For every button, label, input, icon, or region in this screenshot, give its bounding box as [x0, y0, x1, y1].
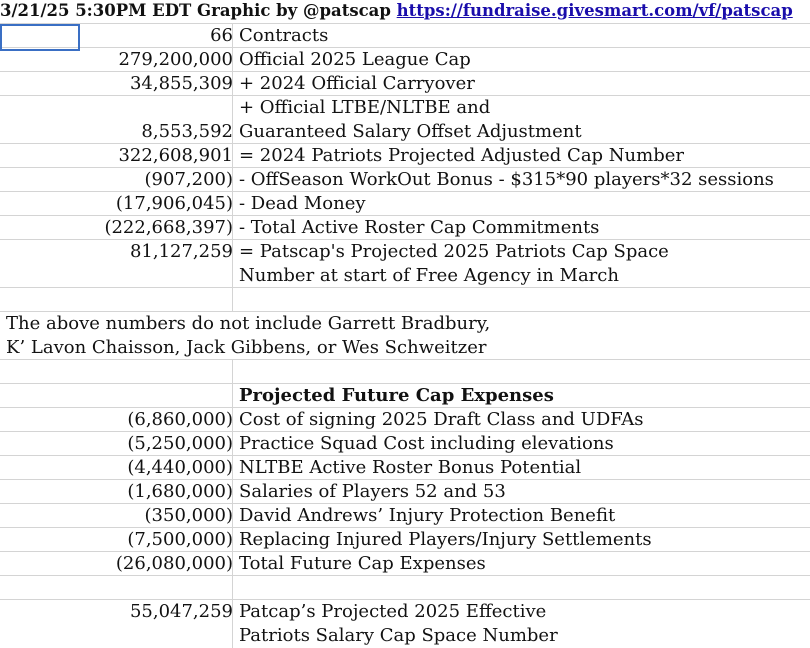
- workout-bonus-label[interactable]: - OffSeason WorkOut Bonus - $315*90 players*32 sessions: [239, 169, 774, 190]
- row-contracts: [0, 24, 810, 48]
- row-future-item: [0, 528, 810, 552]
- active-roster-value[interactable]: (222,668,397): [104, 217, 233, 238]
- dead-money-label[interactable]: - Dead Money: [239, 193, 366, 214]
- row-note-2: [0, 336, 810, 360]
- dead-money-value[interactable]: (17,906,045): [115, 193, 233, 214]
- contracts-count[interactable]: 66: [210, 25, 233, 46]
- row-cap-space-1: [0, 240, 810, 264]
- selected-cell[interactable]: [0, 24, 80, 51]
- contracts-label[interactable]: Contracts: [239, 25, 329, 46]
- effective-label-1[interactable]: Patcap’s Projected 2025 Effective: [239, 601, 547, 622]
- row-carryover: [0, 72, 810, 96]
- row-future-item: [0, 480, 810, 504]
- ltbe-label-1[interactable]: + Official LTBE/NLTBE and: [239, 97, 491, 118]
- effective-label-2[interactable]: Patriots Salary Cap Space Number: [239, 625, 558, 646]
- row-dead-money: [0, 192, 810, 216]
- players-52-53-label[interactable]: Salaries of Players 52 and 53: [239, 481, 506, 502]
- ltbe-value[interactable]: 8,553,592: [141, 121, 233, 142]
- players-52-53-value[interactable]: (1,680,000): [127, 481, 233, 502]
- ltbe-label-2[interactable]: Guaranteed Salary Offset Adjustment: [239, 121, 582, 142]
- row-active-roster: [0, 216, 810, 240]
- row-effective-1: [0, 600, 810, 624]
- cap-space-label-2[interactable]: Number at start of Free Agency in March: [239, 265, 619, 286]
- carryover-value[interactable]: 34,855,309: [129, 73, 233, 94]
- practice-squad-value[interactable]: (5,250,000): [127, 433, 233, 454]
- future-expenses-heading[interactable]: Projected Future Cap Expenses: [239, 385, 554, 406]
- injury-protection-value[interactable]: (350,000): [144, 505, 233, 526]
- draft-class-label[interactable]: Cost of signing 2025 Draft Class and UDFAs: [239, 409, 644, 430]
- header-row: [0, 0, 810, 24]
- row-cap-space-2: [0, 264, 810, 288]
- practice-squad-label[interactable]: Practice Squad Cost including elevations: [239, 433, 614, 454]
- adjusted-cap-value[interactable]: 322,608,901: [118, 145, 233, 166]
- note-line-1[interactable]: The above numbers do not include Garrett Bradbury,: [6, 313, 491, 334]
- league-cap-label[interactable]: Official 2025 League Cap: [239, 49, 471, 70]
- row-ltbe-2: [0, 120, 810, 144]
- row-empty-1: [0, 288, 810, 312]
- row-workout-bonus: [0, 168, 810, 192]
- row-future-item: [0, 432, 810, 456]
- injured-players-label[interactable]: Replacing Injured Players/Injury Settlements: [239, 529, 652, 550]
- league-cap-value[interactable]: 279,200,000: [118, 49, 233, 70]
- row-ltbe-1: [0, 96, 810, 120]
- effective-cap-value[interactable]: 55,047,259: [129, 601, 233, 622]
- header-prefix: 3/21/25 5:30PM EDT Graphic by @patscap: [0, 1, 397, 20]
- workout-bonus-value[interactable]: (907,200): [144, 169, 233, 190]
- row-future-item: [0, 504, 810, 528]
- row-future-item: [0, 408, 810, 432]
- nltbe-bonus-value[interactable]: (4,440,000): [127, 457, 233, 478]
- row-empty-3: [0, 576, 810, 600]
- row-empty-2: [0, 360, 810, 384]
- row-future-heading: [0, 384, 810, 408]
- row-future-item: [0, 456, 810, 480]
- active-roster-label[interactable]: - Total Active Roster Cap Commitments: [239, 217, 600, 238]
- adjusted-cap-label[interactable]: = 2024 Patriots Projected Adjusted Cap Number: [239, 145, 684, 166]
- draft-class-value[interactable]: (6,860,000): [127, 409, 233, 430]
- note-line-2[interactable]: K’ Lavon Chaisson, Jack Gibbens, or Wes Schweitzer: [6, 337, 487, 358]
- cap-space-label-1[interactable]: = Patscap's Projected 2025 Patriots Cap Space: [239, 241, 669, 262]
- row-future-total: [0, 552, 810, 576]
- cap-space-value[interactable]: 81,127,259: [129, 241, 233, 262]
- row-league-cap: [0, 48, 810, 72]
- injury-protection-label[interactable]: David Andrews’ Injury Protection Benefit: [239, 505, 616, 526]
- future-total-value[interactable]: (26,080,000): [115, 553, 233, 574]
- injured-players-value[interactable]: (7,500,000): [127, 529, 233, 550]
- row-effective-2: [0, 624, 810, 648]
- header-cell[interactable]: [0, 0, 810, 24]
- row-note-1: [0, 312, 810, 336]
- fundraise-link[interactable]: https://fundraise.givesmart.com/vf/patscap: [396, 1, 793, 20]
- future-total-label[interactable]: Total Future Cap Expenses: [239, 553, 486, 574]
- carryover-label[interactable]: + 2024 Official Carryover: [239, 73, 475, 94]
- nltbe-bonus-label[interactable]: NLTBE Active Roster Bonus Potential: [239, 457, 582, 478]
- row-adjusted-cap: [0, 144, 810, 168]
